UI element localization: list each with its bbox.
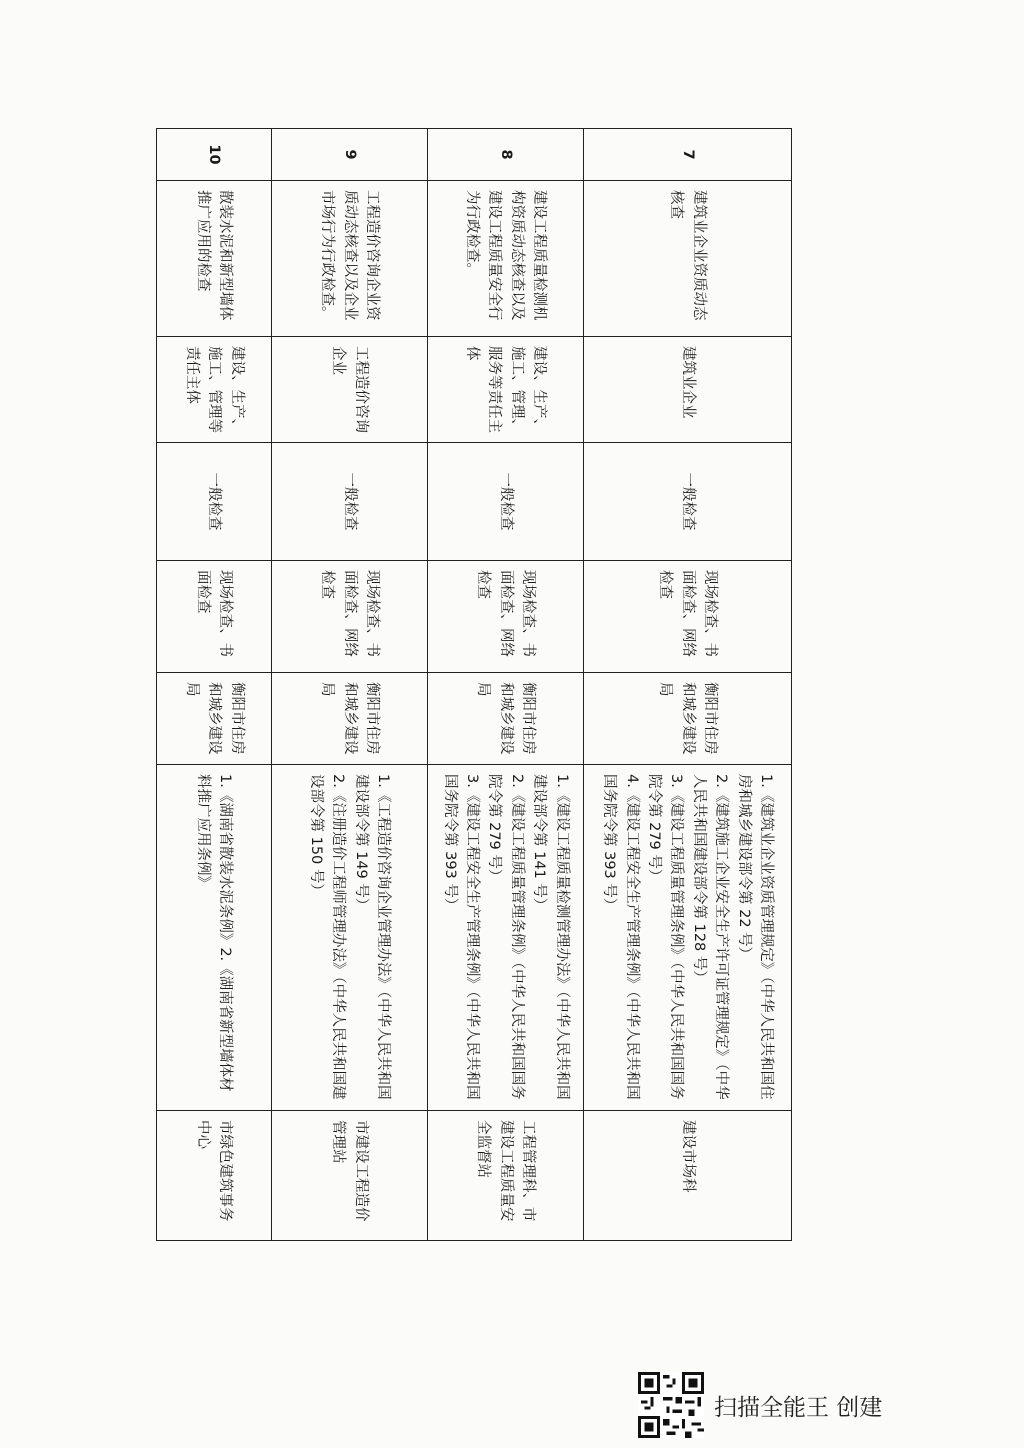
inspection-category-cell: 一般检查: [584, 443, 792, 561]
implementing-department-cell: 衡阳市住房和城乡建设局: [272, 673, 428, 765]
row-number-cell: 7: [584, 129, 792, 181]
implementing-department-cell: 衡阳市住房和城乡建设局: [157, 673, 272, 765]
legal-basis-line: 3.《建设工程质量管理条例》（中华人民共和国国务院令第 279 号）: [646, 774, 685, 1100]
document-table-frame: [157, 128, 792, 1240]
table-row: [272, 129, 428, 1241]
inspection-object-cell: 建设、生产、施工、管理、服务等责任主体: [428, 337, 584, 443]
inspection-method-cell: 现场检查、书面检查: [157, 561, 272, 673]
responsible-unit-cell: 建设市场科: [584, 1111, 792, 1241]
table-row: [584, 129, 792, 1241]
legal-basis-line: 4.《建设工程安全生产管理条例》（中华人民共和国国务院令第 393 号）: [601, 774, 640, 1100]
table-row: [428, 129, 584, 1241]
row-number-cell: 9: [272, 129, 428, 181]
legal-basis-cell: [428, 765, 584, 1111]
legal-basis-cell: [584, 765, 792, 1111]
legal-basis-line: 3.《建设工程安全生产管理条例》（中华人民共和国国务院令第 393 号）: [441, 774, 481, 1100]
qr-code-icon: [638, 1372, 704, 1438]
inspection-item-cell: 工程造价咨询企业资质动态核查以及企业市场行为行政检查。: [272, 181, 428, 337]
table-row: [157, 129, 272, 1241]
inspection-category-cell: 一般检查: [157, 443, 272, 561]
rotated-table-container: [157, 128, 792, 1240]
legal-basis-line: 1.《工程造价咨询企业管理办法》（中华人民共和国建设部令第 149 号）: [352, 774, 392, 1100]
responsible-unit-cell: 工程管理科、市建设工程质量安全监督站: [428, 1111, 584, 1241]
legal-basis-line: 2.《建设工程质量管理条例》（中华人民共和国国务院令第 279 号）: [486, 774, 525, 1100]
legal-basis-cell: [157, 765, 272, 1111]
responsible-unit-cell: 市绿色建筑事务中心: [157, 1111, 272, 1241]
inspection-method-cell: 现场检查、书面检查、网络检查: [272, 561, 428, 673]
legal-basis-line: 1.《建设工程质量检测管理办法》（中华人民共和国建设部令第 141 号）: [531, 774, 570, 1100]
inspection-category-cell: 一般检查: [428, 443, 584, 561]
inspection-item-cell: 散装水泥和新型墙体推广应用的检查: [157, 181, 272, 337]
table-body: [157, 129, 792, 1241]
implementing-department-cell: 衡阳市住房和城乡建设局: [428, 673, 584, 765]
legal-basis-line: 2.《注册造价工程师管理办法》（中华人民共和国建设部令第 150 号）: [308, 774, 347, 1100]
responsible-unit-cell: 市建设工程造价管理站: [272, 1111, 428, 1241]
legal-basis-cell: [272, 765, 428, 1111]
inspection-object-cell: 建设、生产、施工、管理等责任主体: [157, 337, 272, 443]
inspection-item-cell: 建筑业企业资质动态核查: [584, 181, 792, 337]
scanner-watermark: [638, 1372, 882, 1438]
scanner-credit-text: 扫描全能王 创建: [714, 1394, 883, 1421]
row-number-cell: 8: [428, 129, 584, 181]
implementing-department-cell: 衡阳市住房和城乡建设局: [584, 673, 792, 765]
inspection-object-cell: 建筑业企业: [584, 337, 792, 443]
inspection-item-cell: 建设工程质量检测机构资质动态核查以及建设工程质量安全行为行政检查。: [428, 181, 584, 337]
inspection-table: [156, 128, 792, 1241]
inspection-method-cell: 现场检查、书面检查、网络检查: [428, 561, 584, 673]
inspection-category-cell: 一般检查: [272, 443, 428, 561]
legal-basis-line: 1.《建筑业企业资质管理规定》（中华人民共和国住房和城乡建设部令第 22 号）: [735, 774, 775, 1100]
row-number-cell: 10: [157, 129, 272, 181]
legal-basis-line: 2.《建筑施工企业安全生产许可证管理规定》（中华人民共和国建设部令第 128 号）: [690, 774, 730, 1100]
legal-basis-line: 1.《湖南省散装水泥条例》2.《湖南省新型墙体材料推广应用条例》: [195, 774, 234, 1092]
inspection-method-cell: 现场检查、书面检查、网络检查: [584, 561, 792, 673]
inspection-object-cell: 工程造价咨询企业: [272, 337, 428, 443]
